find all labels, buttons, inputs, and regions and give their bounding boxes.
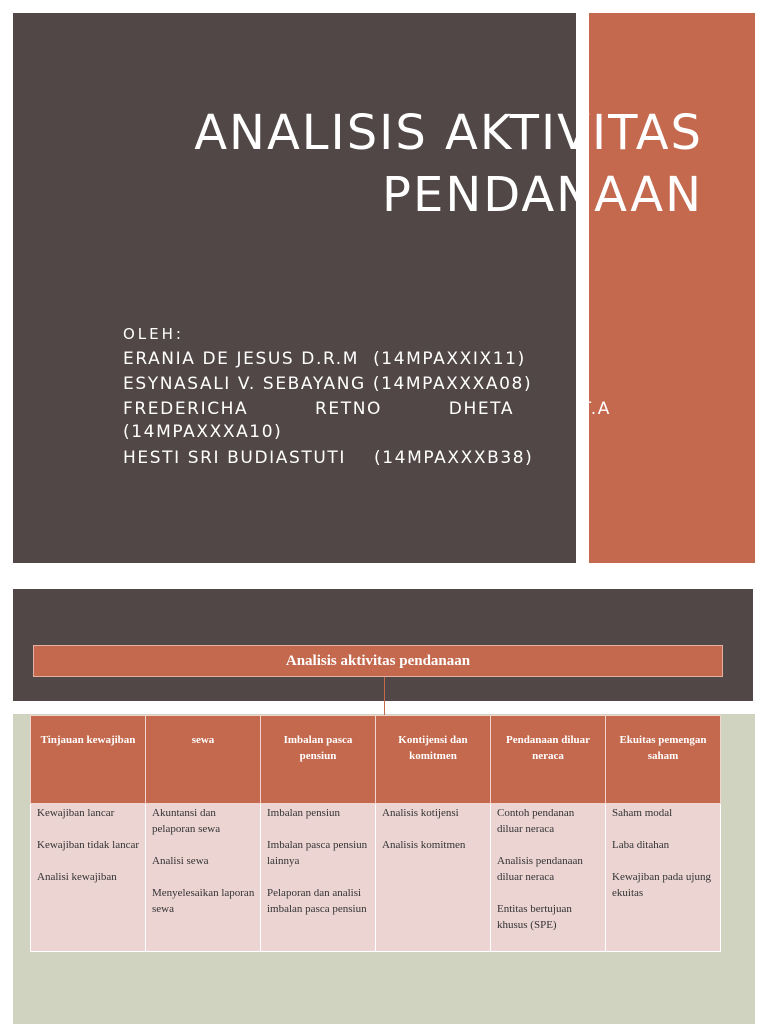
author-4-id: (14MPAXXXB38) [374,448,534,468]
list-item: Menyelesaikan laporan sewa [152,887,255,915]
connector-line [384,677,385,715]
author-3 [123,397,611,422]
table-header-row [31,716,721,804]
author-4-name: HESTI SRI BUDIASTUTI [123,448,346,468]
table-cell [491,804,606,952]
author-3-id: (14MPAXXXA10) [123,422,283,442]
list-item: Kewajiban lancar [37,807,115,819]
author-1-name: ERANIA DE JESUS D.R.M [123,349,360,369]
column-header: Tinjauan kewajiban [31,716,146,804]
slide-title [150,102,703,226]
list-item: Analisis pendanaan diluar neraca [497,855,583,883]
table-cell [376,804,491,952]
column-header: Ekuitas pemengan saham [606,716,721,804]
title-line-1: ANALISIS AKTIVITAS [194,105,703,161]
list-item: Pelaporan dan analisi imbalan pasca pensiun [267,887,367,915]
activity-table [30,715,721,952]
author-2 [123,372,611,397]
title-line-2: PENDANAAN [382,167,703,223]
table-cell [261,804,376,952]
column-header: Kontijensi dan komitmen [376,716,491,804]
column-header: sewa [146,716,261,804]
author-list [123,322,611,471]
by-label: OLEH: [123,325,184,343]
list-item: Analisi sewa [152,855,209,867]
author-3-word: RETNO [315,399,383,419]
author-4 [123,446,611,471]
list-item: Kewajiban tidak lancar [37,839,140,851]
list-item: Analisis kotijensi [382,807,459,819]
table-row [31,804,721,952]
author-2-id: (14MPAXXXA08) [372,374,533,394]
list-item: Kewajiban pada ujung ekuitas [612,871,711,899]
column-header: Pendanaan diluar neraca [491,716,606,804]
column-header: Imbalan pasca pensiun [261,716,376,804]
slide1-accent-panel [589,13,755,563]
diagram-title-box: Analisis aktivitas pendanaan [33,645,723,677]
author-3-word: T.A [580,399,611,419]
list-item: Saham modal [612,807,673,819]
list-item: Contoh pendanan diluar neraca [497,807,575,835]
author-3-word: DHETA [448,399,515,419]
slide1-dark-panel [13,13,576,563]
list-item: Imbalan pensiun [267,807,341,819]
author-2-name: ESYNASALI V. SEBAYANG [123,374,366,394]
author-3-word: FREDERICHA [123,399,249,419]
list-item: Analisis komitmen [382,839,466,851]
list-item: Imbalan pasca pensiun lainnya [267,839,368,867]
list-item: Analisi kewajiban [37,871,117,883]
table-cell [146,804,261,952]
table-cell [31,804,146,952]
list-item: Entitas bertujuan khusus (SPE) [497,903,572,931]
list-item: Laba ditahan [612,839,670,851]
table-cell [606,804,721,952]
author-1 [123,347,611,372]
list-item: Akuntansi dan pelaporan sewa [152,807,221,835]
author-1-id: (14MPAXXIX11) [373,349,526,369]
